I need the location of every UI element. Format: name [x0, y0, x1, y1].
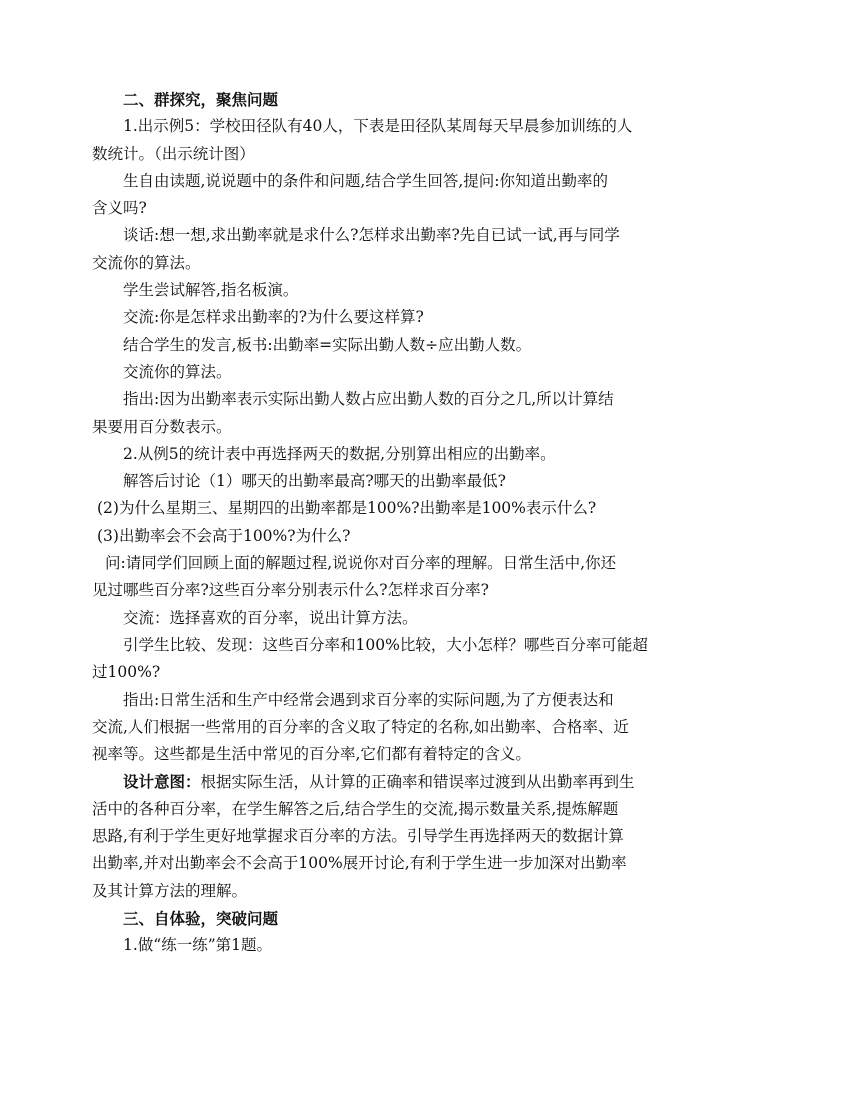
- paragraph-line: 谈话:想一想,求出勤率就是求什么?怎样求出勤率?先自已试一试,再与同学: [123, 226, 620, 245]
- paragraph-line: 交流：选择喜欢的百分率，说出计算方法。: [123, 608, 418, 627]
- paragraph-line: 交流你的算法。: [123, 362, 232, 381]
- paragraph-line: 含义吗?: [92, 199, 147, 218]
- paragraph-line: 见过哪些百分率?这些百分率分别表示什么?怎样求百分率?: [92, 581, 489, 600]
- paragraph-line: 出勤率,并对出勤率会不会高于100%展开讨论,有利于学生进一步加深对出勤率: [92, 854, 627, 873]
- paragraph-line: 指出:因为出勤率表示实际出勤人数占应出勤人数的百分之几,所以计算结: [123, 390, 614, 409]
- paragraph-line: 生自由读题,说说题中的条件和问题,结合学生回答,提问:你知道出勤率的: [123, 171, 609, 190]
- paragraph-line: 引学生比较、发现：这些百分率和100%比较，大小怎样？哪些百分率可能超: [123, 635, 648, 654]
- paragraph-line: 活中的各种百分率，在学生解答之后,结合学生的交流,揭示数量关系,提炼解题: [92, 799, 619, 818]
- paragraph-line: 果要用百分数表示。: [92, 417, 232, 436]
- paragraph-line: 结合学生的发言,板书:出勤率=实际出勤人数÷应出勤人数。: [123, 335, 532, 354]
- paragraph-line: 解答后讨论（1）哪天的出勤率最高?哪天的出勤率最低?: [123, 472, 506, 491]
- paragraph-line: 思路,有利于学生更好地掌握求百分率的方法。引导学生再选择两天的数据计算: [92, 827, 624, 846]
- paragraph-line: 问:请同学们回顾上面的解题过程,说说你对百分率的理解。日常生活中,你还: [105, 554, 617, 573]
- design-intent-text: 根据实际生活，从计算的正确率和错误率过渡到从出勤率再到生: [200, 773, 635, 792]
- section-heading-3: 三、自体验，突破问题: [123, 908, 279, 928]
- design-intent-label: 设计意图：: [123, 772, 201, 792]
- document-body: [92, 86, 698, 960]
- paragraph-line: 过100%?: [92, 663, 161, 682]
- paragraph-line: 1.做“练一练”第1题。: [123, 936, 272, 955]
- section-heading-2: 二、群探究，聚焦问题: [123, 90, 279, 109]
- paragraph-line: 及其计算方法的理解。: [92, 881, 248, 900]
- paragraph-line: 指出:日常生活和生产中经常会遇到求百分率的实际问题,为了方便表达和: [123, 690, 614, 709]
- paragraph-line: (2)为什么星期三、星期四的出勤率都是100%?出勤率是100%表示什么?: [97, 499, 597, 518]
- paragraph-line: 交流,人们根据一些常用的百分率的含义取了特定的名称,如出勤率、合格率、近: [92, 717, 629, 736]
- paragraph-line: 2.从例5的统计表中再选择两天的数据,分别算出相应的出勤率。: [123, 444, 556, 463]
- paragraph-line: 交流:你是怎样求出勤率的?为什么要这样算?: [123, 308, 424, 327]
- paragraph-line: 交流你的算法。: [92, 253, 201, 272]
- paragraph-line: 视率等。这些都是生活中常见的百分率,它们都有着特定的含义。: [92, 745, 531, 764]
- paragraph-line: 学生尝试解答,指名板演。: [123, 281, 299, 300]
- paragraph-line: 数统计。（出示统计图）: [92, 144, 255, 163]
- paragraph-line: (3)出勤率会不会高于100%?为什么?: [97, 526, 351, 545]
- design-intent-line: [92, 768, 698, 795]
- paragraph-line: 1.出示例5：学校田径队有40人，下表是田径队某周每天早晨参加训练的人: [123, 117, 633, 136]
